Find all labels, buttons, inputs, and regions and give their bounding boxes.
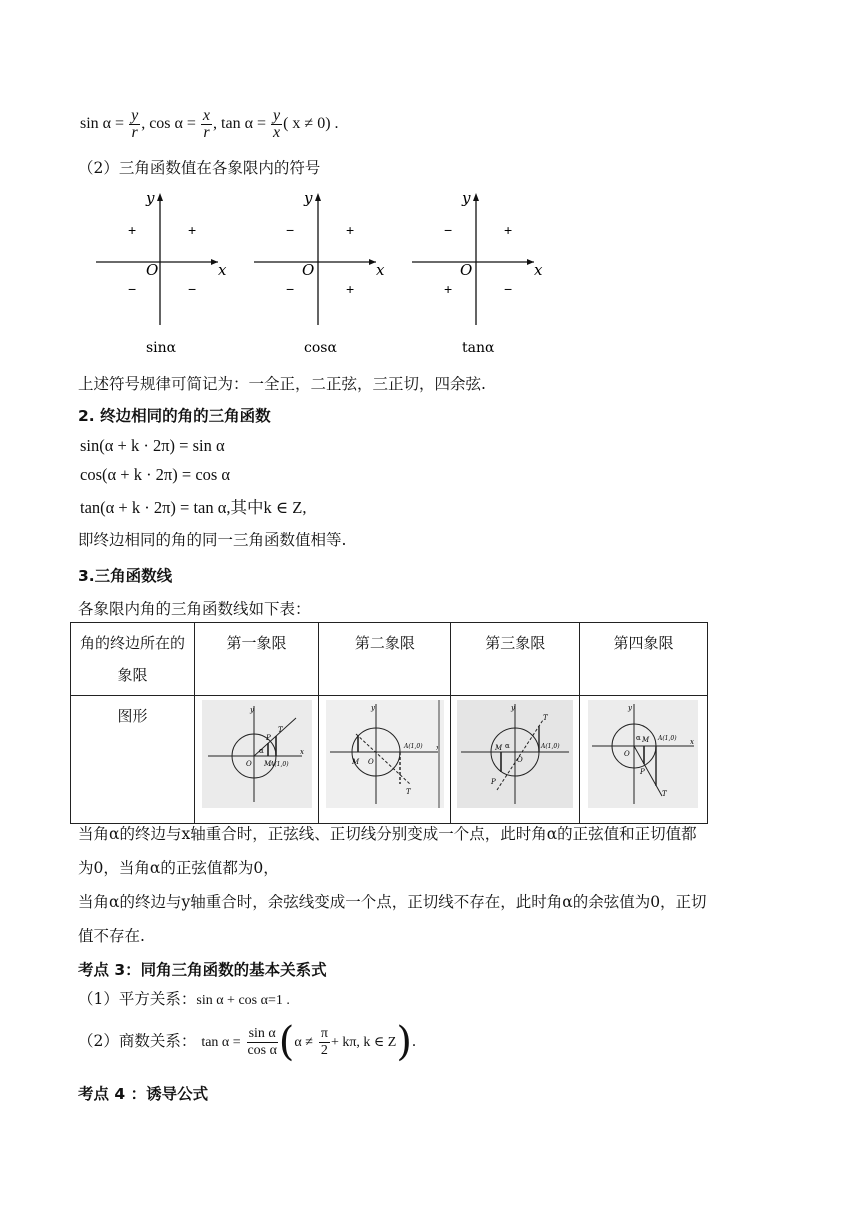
label-x: x bbox=[690, 738, 695, 746]
label-t: T bbox=[662, 790, 668, 798]
label-y: y bbox=[370, 704, 375, 712]
x-arrow-icon bbox=[211, 259, 218, 265]
quadrant-4-figure-cell bbox=[579, 696, 707, 824]
end-dot: . bbox=[411, 1033, 416, 1050]
frac-num: y bbox=[131, 107, 139, 124]
label-alpha: α bbox=[258, 747, 264, 755]
x-arrow-icon bbox=[369, 259, 376, 265]
left-paren: ( bbox=[278, 1019, 295, 1065]
trig-lines-heading: 3.三角函数线 bbox=[78, 567, 173, 585]
frac-x-r bbox=[201, 108, 212, 141]
formula-sin-period: sin(α + k · 2π) = sin α bbox=[80, 436, 225, 455]
table-header-cell: 第一象限 bbox=[194, 623, 318, 696]
frac-den: cos α bbox=[247, 1042, 277, 1058]
tan-def: , tan α = bbox=[213, 115, 266, 133]
sign-q1: + bbox=[346, 222, 355, 238]
label-a: A(1,0) bbox=[269, 761, 289, 768]
label-y: y bbox=[511, 704, 516, 712]
table-header-row bbox=[71, 623, 708, 696]
label-o: O bbox=[517, 756, 523, 764]
label-y: y bbox=[628, 704, 633, 712]
x-axis-label: x bbox=[534, 261, 543, 279]
graph-caption: tanα bbox=[462, 340, 495, 356]
cond-rest: + kπ, k ∈ Z bbox=[330, 1035, 397, 1050]
sign-graphs bbox=[90, 185, 560, 360]
pi-over-two bbox=[319, 1026, 330, 1059]
same-terminal-note: 即终边相同的角的同一三角函数值相等. bbox=[78, 531, 347, 549]
table-header-cell: 角的终边所在的象限 bbox=[71, 623, 195, 696]
sign-q2: − bbox=[286, 222, 295, 238]
quadrant-1-figure bbox=[202, 700, 312, 808]
origin-label: O bbox=[460, 261, 473, 279]
label-y: y bbox=[249, 706, 254, 714]
photo-background bbox=[326, 700, 444, 808]
kp3-heading: 考点 3：同角三角函数的基本关系式 bbox=[78, 961, 327, 979]
label-alpha: α bbox=[505, 742, 510, 750]
formula-cos-period: cos(α + k · 2π) = cos α bbox=[80, 465, 231, 484]
frac-den: 2 bbox=[320, 1042, 328, 1058]
square-relation-formula: sin α + cos α=1 . bbox=[196, 993, 290, 1008]
x-arrow-icon bbox=[527, 259, 534, 265]
frac-num: y bbox=[272, 107, 281, 124]
frac-den: x bbox=[272, 124, 281, 141]
x-axis-label: x bbox=[218, 261, 227, 279]
frac-num: sin α bbox=[248, 1025, 276, 1041]
table-row bbox=[71, 696, 708, 824]
cond-alpha: α ≠ bbox=[294, 1035, 313, 1050]
y-arrow-icon bbox=[157, 193, 163, 201]
mnemonic-text: 上述符号规律可简记为：一全正，二正弦，三正切，四余弦. bbox=[78, 375, 486, 393]
label-m: M bbox=[642, 736, 650, 744]
quotient-tan: tan α = bbox=[201, 1035, 241, 1050]
paragraph-x-axis-cont: 为0，当角α的正弦值都为0， bbox=[78, 859, 279, 877]
right-paren: ) bbox=[396, 1019, 412, 1065]
paragraph-y-axis-cont: 值不存在. bbox=[78, 927, 145, 945]
cos-def: , cos α = bbox=[141, 115, 196, 133]
formula-tan-period: tan(α + k · 2π) = tan α,其中k ∈ Z, bbox=[80, 498, 307, 517]
table-header-cell: 第三象限 bbox=[451, 623, 579, 696]
sign-q3: − bbox=[286, 281, 295, 297]
sign-q4: + bbox=[346, 281, 355, 297]
label-m: M bbox=[495, 744, 503, 752]
label-alpha: α bbox=[636, 734, 642, 742]
label-a: A(1,0) bbox=[541, 743, 560, 750]
tan-condition: ( x ≠ 0) . bbox=[283, 115, 339, 133]
sign-q2: − bbox=[444, 222, 453, 238]
y-axis-label: y bbox=[304, 189, 313, 207]
sign-q3: + bbox=[444, 281, 453, 297]
quadrant-3-figure bbox=[457, 700, 573, 808]
origin-label: O bbox=[302, 261, 315, 279]
paragraph-x-axis: 当角α的终边与x轴重合时，正弦线、正切线分别变成一个点，此时角α的正弦值和正切值都 bbox=[78, 825, 697, 843]
label-o: O bbox=[245, 760, 252, 768]
sign-graph-sin bbox=[96, 189, 227, 356]
section-same-terminal-heading: 2. 终边相同的角的三角函数 bbox=[78, 407, 271, 425]
trig-definitions bbox=[80, 108, 339, 141]
sign-q4: − bbox=[188, 281, 197, 297]
frac-y-x bbox=[271, 108, 282, 141]
label-x: x bbox=[299, 748, 304, 756]
quadrant-2-figure-cell bbox=[319, 696, 451, 824]
y-axis-label: y bbox=[462, 189, 471, 207]
frac-den: r bbox=[131, 124, 138, 141]
graph-caption: sinα bbox=[146, 340, 177, 356]
label-o: O bbox=[624, 750, 631, 758]
sign-q2: + bbox=[128, 222, 137, 238]
sign-q1: + bbox=[188, 222, 197, 238]
table-header-cell: 第二象限 bbox=[319, 623, 451, 696]
sign-q4: − bbox=[504, 281, 513, 297]
photo-background bbox=[202, 700, 312, 808]
label-p: P bbox=[491, 778, 496, 786]
frac-den: r bbox=[203, 124, 210, 141]
label-o: O bbox=[367, 758, 374, 766]
kp4-heading: 考点 4 ：诱导公式 bbox=[78, 1085, 209, 1103]
label-a: A(1,0) bbox=[403, 743, 423, 750]
label-t: T bbox=[277, 726, 283, 734]
trig-lines-intro: 各象限内角的三角函数线如下表： bbox=[78, 600, 311, 618]
square-relation bbox=[78, 987, 290, 1009]
photo-background bbox=[588, 700, 698, 808]
sin-def: sin α = bbox=[80, 115, 125, 133]
label-t: T bbox=[405, 788, 411, 796]
frac-y-r bbox=[129, 108, 140, 141]
label-a: A(1,0) bbox=[658, 735, 678, 742]
sign-q1: + bbox=[504, 222, 513, 238]
y-arrow-icon bbox=[473, 193, 479, 201]
frac-num: π bbox=[320, 1025, 328, 1041]
square-relation-label: （1）平方关系： bbox=[78, 990, 197, 1008]
sign-graph-tan bbox=[412, 189, 543, 356]
sign-q3: − bbox=[128, 281, 137, 297]
quotient-fraction bbox=[247, 1026, 278, 1059]
label-x: x bbox=[435, 744, 440, 752]
paragraph-y-axis: 当角α的终边与y轴重合时，余弦线变成一个点，正切线不存在，此时角α的余弦值为0，正切 bbox=[78, 893, 707, 911]
trig-lines-table bbox=[70, 622, 708, 824]
quadrant-4-figure bbox=[588, 700, 698, 808]
quotient-relation bbox=[78, 1019, 416, 1065]
label-m: M bbox=[351, 758, 359, 766]
section-2-label: （2）三角函数值在各象限内的符号 bbox=[78, 159, 321, 177]
quotient-relation-label: （2）商数关系： bbox=[78, 1032, 197, 1050]
graph-caption: cosα bbox=[304, 340, 337, 356]
quadrant-1-figure-cell bbox=[194, 696, 318, 824]
table-header-cell: 第四象限 bbox=[579, 623, 707, 696]
sign-graph-cos bbox=[254, 189, 385, 356]
label-p: P bbox=[640, 768, 646, 776]
row-label-figure: 图形 bbox=[71, 696, 195, 824]
y-axis-label: y bbox=[146, 189, 155, 207]
y-arrow-icon bbox=[315, 193, 321, 201]
origin-label: O bbox=[146, 261, 159, 279]
label-m: M bbox=[263, 760, 271, 768]
frac-num: x bbox=[202, 107, 211, 124]
x-axis-label: x bbox=[376, 261, 385, 279]
quadrant-3-figure-cell bbox=[451, 696, 579, 824]
quadrant-2-figure bbox=[326, 700, 444, 808]
label-p: P bbox=[265, 734, 271, 742]
label-t: T bbox=[543, 714, 548, 722]
